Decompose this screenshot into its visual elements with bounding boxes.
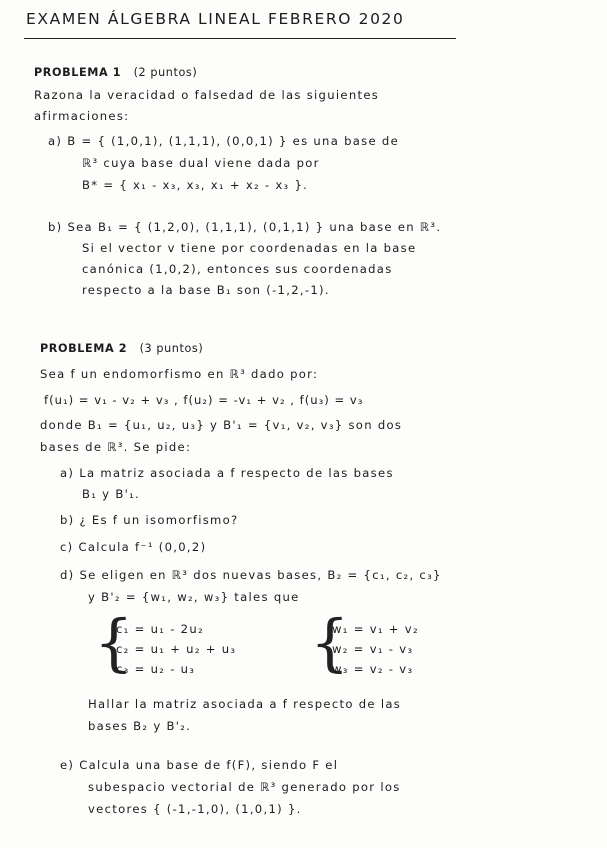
- problem-1-b-line-2: Si el vector v tiene por coordenadas en la base: [82, 241, 417, 255]
- system-right-eq-2: w₂ = v₁ - v₃: [332, 642, 414, 656]
- problem-2-a-line-2: B₁ y B'₁.: [82, 487, 141, 501]
- problem-2-donde-line-1: donde B₁ = {u₁, u₂, u₃} y B'₁ = {v₁, v₂, v₃} son dos: [40, 418, 403, 432]
- system-right-eq-1: w₁ = v₁ + v₂: [332, 622, 419, 636]
- problem-2-d-line-3: Hallar la matriz asociada a f respecto de las: [88, 697, 402, 711]
- right-system-brace: {: [310, 606, 350, 679]
- problem-1-a-line-3: B* = { x₁ - x₃, x₃, x₁ + x₂ - x₃ }.: [82, 178, 309, 192]
- problem-1-a-line-2: ℝ³ cuya base dual viene dada por: [82, 156, 320, 170]
- problem-2-e-line-1: e) Calcula una base de f(F), siendo F el: [60, 758, 339, 772]
- problem-2-a-line-1: a) La matriz asociada a f respecto de las bases: [60, 466, 394, 480]
- system-left-eq-1: c₁ = u₁ - 2u₂: [116, 622, 204, 636]
- left-system-brace: {: [94, 606, 134, 679]
- problem-1-header: [34, 66, 197, 80]
- problem-2-d-line-4: bases B₂ y B'₂.: [88, 719, 192, 733]
- exam-title: EXAMEN ÁLGEBRA LINEAL FEBRERO 2020: [26, 10, 405, 28]
- problem-2-b: b) ¿ Es f un isomorfismo?: [60, 513, 239, 527]
- problem-1-b-line-3: canónica (1,0,2), entonces sus coordenadas: [82, 262, 393, 276]
- problem-2-definition: f(u₁) = v₁ - v₂ + v₃ , f(u₂) = -v₁ + v₂ , f(u₃) = v₃: [44, 393, 364, 407]
- problem-1-points: (2 puntos): [133, 66, 198, 79]
- problem-1-a-line-1: a) B = { (1,0,1), (1,1,1), (0,0,1) } es una base de: [48, 134, 399, 148]
- system-left-eq-3: c₃ = u₂ - u₃: [116, 662, 196, 676]
- problem-2-donde-line-2: bases de ℝ³. Se pide:: [40, 440, 192, 454]
- system-right-eq-3: w₃ = v₂ - v₃: [332, 662, 414, 676]
- problem-1-intro-line-1: Razona la veracidad o falsedad de las siguientes: [34, 88, 380, 102]
- problem-2-intro: Sea f un endomorfismo en ℝ³ dado por:: [40, 367, 319, 381]
- problem-1-b-line-1: b) Sea B₁ = { (1,2,0), (1,1,1), (0,1,1) } una base en ℝ³.: [48, 220, 442, 234]
- problem-2-c: c) Calcula f⁻¹ (0,0,2): [60, 540, 207, 554]
- problem-1-b-line-4: respecto a la base B₁ son (-1,2,-1).: [82, 283, 330, 297]
- problem-2-d-line-2: y B'₂ = {w₁, w₂, w₃} tales que: [88, 590, 300, 604]
- problem-2-points: (3 puntos): [139, 342, 204, 355]
- system-left-eq-2: c₂ = u₁ + u₂ + u₃: [116, 642, 237, 656]
- problem-2-e-line-2: subespacio vectorial de ℝ³ generado por los: [88, 780, 401, 794]
- problem-1-intro-line-2: afirmaciones:: [34, 109, 130, 123]
- problem-2-e-line-3: vectores { (-1,-1,0), (1,0,1) }.: [88, 802, 302, 816]
- problem-2-header: [40, 342, 203, 356]
- problem-2-heading: PROBLEMA 2: [40, 342, 128, 355]
- title-underline: [24, 38, 456, 39]
- problem-2-d-line-1: d) Se eligen en ℝ³ dos nuevas bases, B₂ = {c₁, c₂, c₃}: [60, 568, 442, 582]
- problem-1-heading: PROBLEMA 1: [34, 66, 122, 79]
